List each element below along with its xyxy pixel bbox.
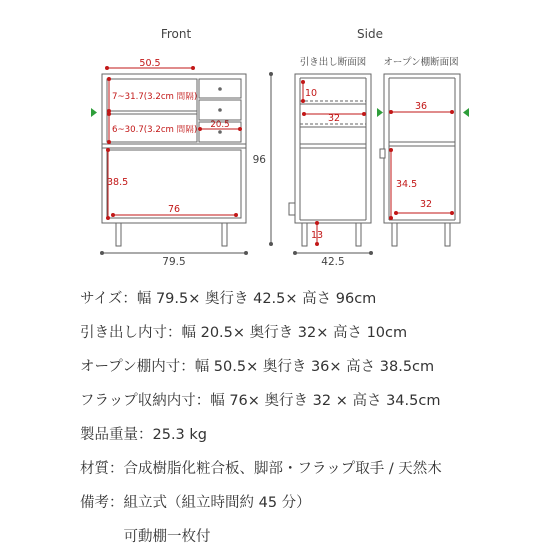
front-view-title: Front [160, 27, 192, 41]
open-depth-label: 36 [414, 101, 428, 112]
front-leg-right [222, 223, 227, 246]
total-height-label: 96 [252, 154, 266, 166]
flap-depth-label: 32 [419, 199, 433, 210]
drawer-depth-label: 32 [327, 113, 341, 124]
green-arrow-far-right [463, 108, 469, 117]
side-open-view [380, 74, 460, 246]
flap-height-label: 38.5 [107, 177, 129, 188]
total-width-label: 79.5 [162, 256, 186, 268]
front-leg-left [116, 223, 121, 246]
spec-weight: 製品重量：25.3 kg [80, 427, 207, 443]
spec-flap-inner: フラップ収納内寸：幅 76× 奥行き 32 × 高さ 34.5cm [80, 393, 441, 409]
green-arrow-right [377, 108, 383, 117]
leg-height-label: 13 [310, 230, 324, 241]
upper-range-label: 7~31.7(3.2cm 間隔) [112, 92, 198, 102]
open-shelf-section-title: オープン棚断面図 [383, 57, 459, 68]
spec-material: 材質：合成樹脂化粧合板、脚部・フラップ取手 / 天然木 [80, 461, 442, 477]
side-flap-height-label: 34.5 [396, 179, 418, 190]
spec-notes-continued: 可動棚一枚付 [80, 529, 211, 545]
total-depth-label: 42.5 [321, 256, 345, 268]
spec-size: サイズ：幅 79.5× 奥行き 42.5× 高さ 96cm [80, 291, 377, 307]
side-drawer-view [289, 74, 371, 246]
drawer-height-label: 10 [305, 88, 318, 99]
flap-width-label: 76 [167, 204, 181, 215]
shelf-width-label: 50.5 [139, 58, 161, 69]
spec-notes: 備考：組立式（組立時間約 45 分） [80, 495, 311, 511]
green-arrow-left [91, 108, 97, 117]
drawer-width-label: 20.5 [210, 120, 230, 130]
spec-open-shelf-inner: オープン棚内寸：幅 50.5× 奥行き 36× 高さ 38.5cm [80, 359, 435, 375]
lower-range-label: 6~30.7(3.2cm 間隔) [112, 125, 198, 135]
spec-drawer-inner: 引き出し内寸：幅 20.5× 奥行き 32× 高さ 10cm [80, 325, 408, 341]
side-view-title: Side [357, 27, 383, 41]
drawer-section-title: 引き出し断面図 [299, 57, 367, 68]
